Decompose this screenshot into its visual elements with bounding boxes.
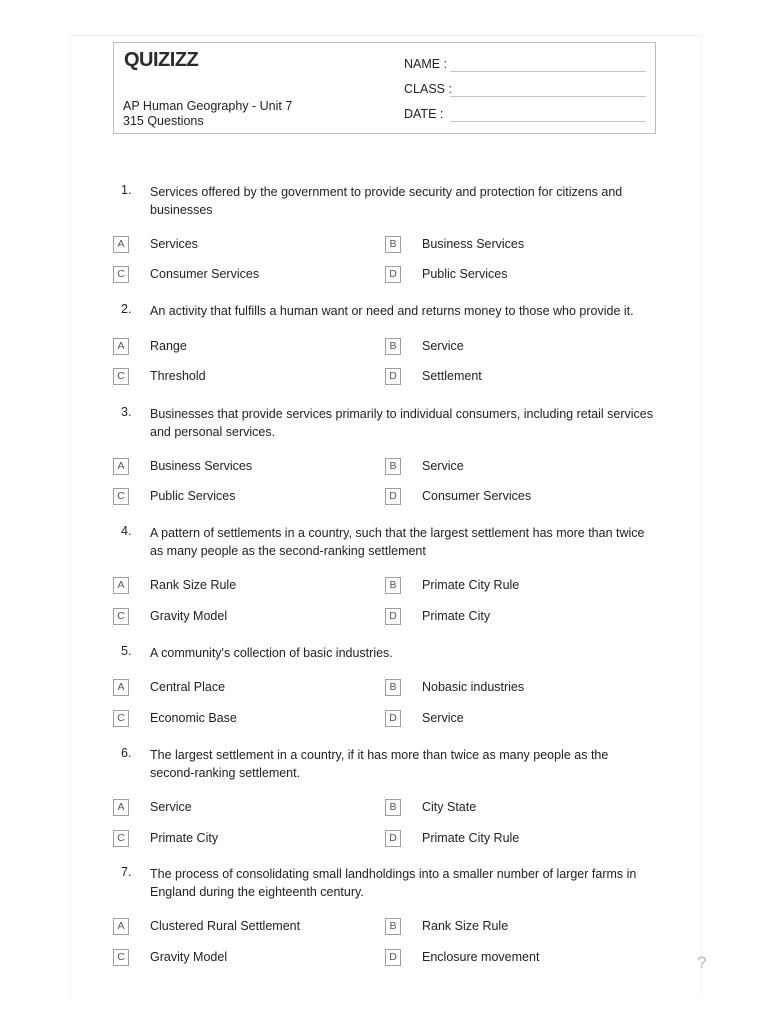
option-text: Public Services: [150, 489, 236, 503]
option-letter-box: D: [385, 710, 401, 727]
option-letter-box: D: [385, 608, 401, 625]
question-number: 4.: [121, 524, 132, 538]
class-field[interactable]: [450, 96, 646, 97]
question-number: 2.: [121, 302, 132, 316]
option-letter-box: D: [385, 368, 401, 385]
option-text: Primate City: [422, 609, 491, 623]
question-text: Businesses that provide services primarily to individual consumers, including retail services and personal services.: [150, 407, 653, 439]
option-letter-box: A: [113, 679, 129, 696]
option-text: Gravity Model: [150, 950, 228, 964]
option-text: Service: [150, 800, 192, 814]
option-letter-box: A: [113, 799, 129, 816]
option-letter-box: A: [113, 236, 129, 253]
option-letter-box: C: [113, 608, 129, 625]
option-letter-box: D: [385, 266, 401, 283]
option-letter-box: A: [113, 577, 129, 594]
option-text: Consumer Services: [422, 489, 532, 503]
help-icon[interactable]: ?: [697, 953, 707, 972]
option-letter-box: B: [385, 679, 401, 696]
question-number: 5.: [121, 644, 132, 658]
option-text: Rank Size Rule: [422, 919, 509, 933]
question-number: 1.: [121, 183, 132, 197]
option-text: Primate City Rule: [422, 831, 520, 845]
date-field[interactable]: [450, 121, 646, 122]
option-letter-box: C: [113, 266, 129, 283]
option-text: Enclosure movement: [422, 950, 540, 964]
question-text: A pattern of settlements in a country, such that the largest settlement has more than twice as many people as the second-ranking settlement: [150, 526, 645, 558]
option-letter-box: C: [113, 710, 129, 727]
question-text: The process of consolidating small landholdings into a smaller number of larger farms in England during the eighteenth century.: [150, 867, 637, 899]
option-letter-box: B: [385, 458, 401, 475]
option-text: Service: [422, 711, 464, 725]
option-text: Threshold: [150, 369, 206, 383]
option-text: Nobasic industries: [422, 680, 525, 694]
quizizz-logo: QUIZIZZ: [124, 49, 199, 71]
option-letter-box: D: [385, 488, 401, 505]
option-text: Range: [150, 339, 187, 353]
question-number: 6.: [121, 746, 132, 760]
option-letter-box: A: [113, 458, 129, 475]
question-text: A community's collection of basic industries.: [150, 646, 393, 660]
name-field[interactable]: [450, 71, 646, 72]
worksheet-page: [70, 35, 702, 996]
option-letter-box: D: [385, 949, 401, 966]
option-text: Service: [422, 459, 464, 473]
option-text: Clustered Rural Settlement: [150, 919, 301, 933]
question-number: 7.: [121, 865, 132, 879]
option-letter-box: B: [385, 236, 401, 253]
option-text: Gravity Model: [150, 609, 228, 623]
option-text: Settlement: [422, 369, 482, 383]
worksheet-header: [113, 42, 656, 134]
worksheet-title: AP Human Geography - Unit 7: [123, 99, 293, 113]
option-text: Primate City: [150, 831, 219, 845]
option-text: Economic Base: [150, 711, 237, 725]
question-text: An activity that fulfills a human want or need and returns money to those who provide it.: [150, 304, 634, 318]
question-count: 315 Questions: [123, 114, 204, 128]
option-text: Central Place: [150, 680, 226, 694]
option-letter-box: C: [113, 949, 129, 966]
option-text: Service: [422, 339, 464, 353]
option-letter-box: C: [113, 488, 129, 505]
option-text: Primate City Rule: [422, 578, 520, 592]
option-text: Services: [150, 237, 198, 251]
date-label: DATE :: [404, 107, 444, 121]
option-text: Rank Size Rule: [150, 578, 237, 592]
class-label: CLASS :: [404, 82, 452, 96]
option-text: Consumer Services: [150, 267, 260, 281]
option-letter-box: A: [113, 338, 129, 355]
question-number: 3.: [121, 405, 132, 419]
option-letter-box: B: [385, 918, 401, 935]
question-text: The largest settlement in a country, if it has more than twice as many people as the second-ranking settlement.: [150, 748, 609, 780]
option-letter-box: D: [385, 830, 401, 847]
option-text: Public Services: [422, 267, 508, 281]
option-letter-box: B: [385, 577, 401, 594]
name-label: NAME :: [404, 57, 448, 71]
question-text: Services offered by the government to provide security and protection for citizens and businesses: [150, 185, 623, 217]
option-text: Business Services: [150, 459, 253, 473]
option-letter-box: B: [385, 338, 401, 355]
option-letter-box: C: [113, 368, 129, 385]
option-letter-box: A: [113, 918, 129, 935]
option-letter-box: C: [113, 830, 129, 847]
option-letter-box: B: [385, 799, 401, 816]
option-text: City State: [422, 800, 477, 814]
option-text: Business Services: [422, 237, 525, 251]
